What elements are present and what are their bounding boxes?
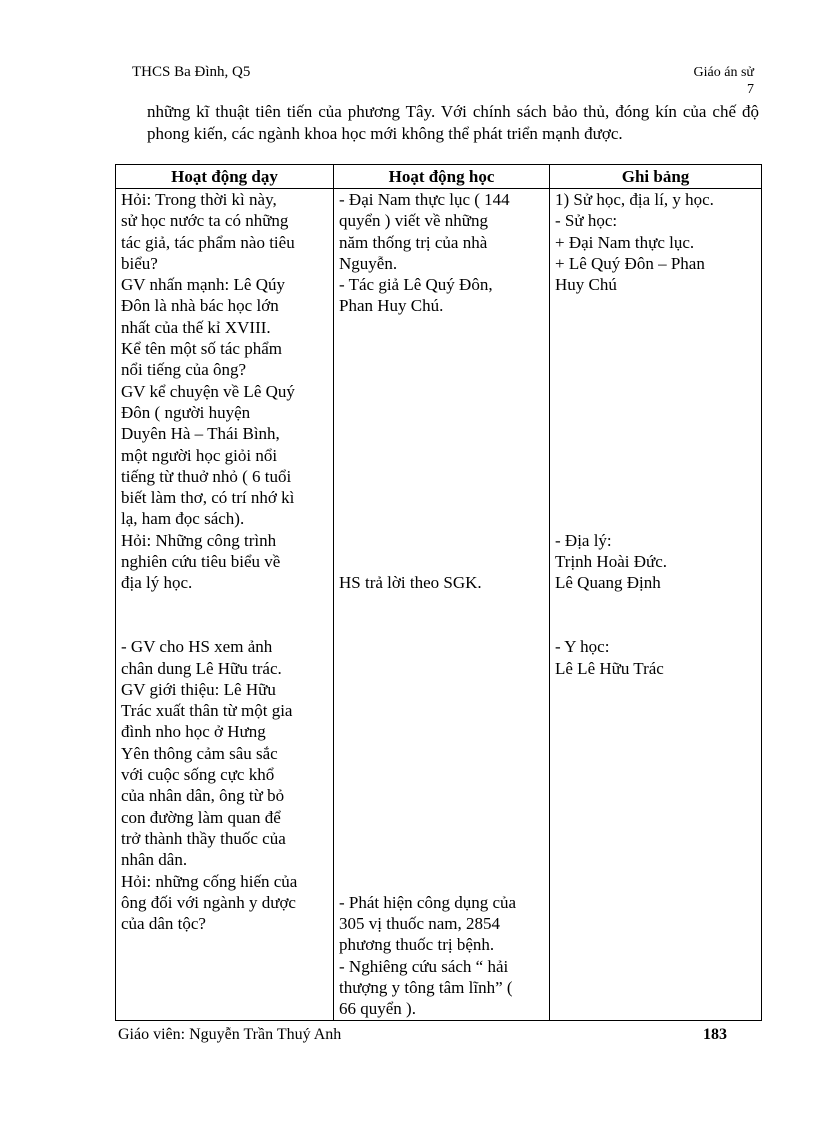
learn-answer-1: [339, 189, 544, 274]
text-line: nghiên cứu tiêu biểu về: [121, 552, 281, 572]
text-line: - Y học:: [555, 637, 610, 657]
teaching-cell: [116, 189, 334, 1021]
spacer: [339, 487, 544, 508]
teach-point-3: [121, 636, 328, 679]
text-line: Kể tên một số tác phẩm: [121, 339, 282, 359]
spacer: [339, 743, 544, 764]
text-line: tiếng từ thuở nhỏ ( 6 tuổi: [121, 466, 292, 486]
spacer: [339, 317, 544, 338]
text-line: biết làm thơ, có trí nhớ kì: [121, 488, 295, 508]
text-line: - Sử học:: [555, 211, 618, 231]
footer-teacher: Giáo viên: Nguyễn Trần Thuý Anh: [118, 1026, 342, 1043]
text-line: một người học giỏi nổi: [121, 445, 278, 465]
spacer: [121, 615, 328, 636]
spacer: [555, 402, 756, 423]
intro-paragraph: những kĩ thuật tiên tiến của phương Tây. Với chính sách bảo thủ, đóng kín của chế độ phong kiến, các ngành khoa học mới không thể phát triển mạnh được.: [147, 102, 759, 143]
spacer: [555, 615, 756, 636]
spacer: [555, 466, 756, 487]
spacer: [555, 338, 756, 359]
spacer: [555, 445, 756, 466]
text-line: lạ, ham đọc sách).: [121, 509, 245, 529]
board-geography: [555, 530, 756, 594]
spacer: [339, 785, 544, 806]
text-line: Hỏi: Những công trình: [121, 530, 277, 550]
text-line: - GV cho HS xem ảnh: [121, 637, 273, 657]
header-subject: [694, 64, 754, 98]
spacer: [555, 317, 756, 338]
spacer: [339, 615, 544, 636]
spacer: [339, 594, 544, 615]
text-line: phương thuốc trị bệnh.: [339, 935, 495, 955]
text-line: HS trả lời theo SGK.: [339, 573, 482, 593]
text-line: Duyên Hà – Thái Bình,: [121, 424, 280, 444]
text-line: trở thành thầy thuốc của: [121, 828, 286, 848]
spacer: [339, 700, 544, 721]
text-line: năm thống trị của nhà: [339, 232, 488, 252]
table-row: [116, 189, 762, 1021]
text-line: chân dung Lê Hữu trác.: [121, 658, 282, 678]
text-line: Trác xuất thân từ một gia: [121, 701, 293, 721]
text-line: tác giả, tác phẩm nào tiêu: [121, 232, 295, 252]
spacer: [339, 828, 544, 849]
teach-question-2: [121, 338, 328, 381]
header-board: Ghi bảng: [550, 165, 762, 189]
text-line: với cuộc sống cực khổ: [121, 765, 275, 785]
text-line: ông đối với ngành y dược: [121, 892, 296, 912]
text-line: - Phát hiện công dụng của: [339, 892, 517, 912]
header-teaching: Hoạt động dạy: [116, 165, 334, 189]
text-line: - Nghiêng cứu sách “ hải: [339, 956, 509, 976]
teach-question-4: [121, 871, 328, 935]
text-line: biểu?: [121, 253, 158, 273]
spacer: [555, 359, 756, 380]
text-line: GV giới thiệu: Lê Hữu: [121, 679, 276, 699]
spacer: [121, 594, 328, 615]
text-line: Lê Lê Hữu Trác: [555, 658, 664, 678]
text-line: nổi tiếng của ông?: [121, 360, 247, 380]
learn-answer-5: [339, 956, 544, 1020]
text-line: đình nho học ở Hưng: [121, 722, 266, 742]
text-line: của nhân dân, ông từ bỏ: [121, 786, 285, 806]
text-line: 305 vị thuốc nam, 2854: [339, 914, 501, 934]
spacer: [339, 807, 544, 828]
spacer: [339, 679, 544, 700]
teach-point-4: [121, 679, 328, 871]
text-line: 66 quyển ).: [339, 999, 416, 1019]
text-line: con đường làm quan để: [121, 807, 281, 827]
learn-answer-2: [339, 274, 544, 317]
spacer: [339, 381, 544, 402]
spacer: [339, 551, 544, 572]
teach-question-1: [121, 189, 328, 274]
text-line: 1) Sử học, địa lí, y học.: [555, 190, 714, 209]
spacer: [339, 658, 544, 679]
learn-answer-4: [339, 892, 544, 956]
spacer: [339, 508, 544, 529]
text-line: Đôn ( người huyện: [121, 402, 251, 422]
spacer: [339, 530, 544, 551]
page-number: 183: [703, 1026, 727, 1043]
text-line: Đôn là nhà bác học lớn: [121, 296, 279, 316]
learn-answer-3: [339, 572, 544, 593]
board-medicine: [555, 636, 756, 679]
spacer: [555, 381, 756, 402]
text-line: Hỏi: Trong thời kì này,: [121, 190, 277, 209]
spacer: [339, 871, 544, 892]
text-line: GV nhấn mạnh: Lê Qúy: [121, 275, 285, 295]
text-line: nhất của thế kỉ XVIII.: [121, 317, 271, 337]
spacer: [555, 508, 756, 529]
spacer: [555, 487, 756, 508]
table-header-row: [116, 165, 762, 189]
text-line: - Địa lý:: [555, 530, 612, 550]
header-school: THCS Ba Đình, Q5: [132, 64, 251, 80]
text-line: + Lê Quý Đôn – Phan: [555, 253, 705, 273]
teach-question-3: [121, 530, 328, 594]
text-line: sử học nước ta có những: [121, 211, 289, 231]
teach-point-2: [121, 381, 328, 530]
text-line: thượng y tông tâm lĩnh” (: [339, 977, 513, 997]
text-line: Lê Quang Định: [555, 573, 661, 593]
spacer: [555, 295, 756, 316]
teach-point-1: [121, 274, 328, 338]
spacer: [339, 338, 544, 359]
text-line: Phan Huy Chú.: [339, 296, 444, 316]
spacer: [339, 466, 544, 487]
text-line: - Tác giả Lê Quý Đôn,: [339, 275, 493, 295]
text-line: Nguyễn.: [339, 253, 398, 273]
spacer: [339, 764, 544, 785]
text-line: địa lý học.: [121, 573, 193, 593]
spacer: [339, 636, 544, 657]
spacer: [339, 423, 544, 444]
header-subject-label: Giáo án sử: [693, 65, 754, 80]
spacer: [555, 594, 756, 615]
text-line: Hỏi: những cống hiến của: [121, 871, 298, 891]
learning-cell: [334, 189, 550, 1021]
text-line: quyển ) viết về những: [339, 211, 488, 231]
text-line: nhân dân.: [121, 850, 188, 870]
header-learning: Hoạt động học: [334, 165, 550, 189]
spacer: [339, 402, 544, 423]
text-line: + Đại Nam thực lục.: [555, 232, 695, 252]
text-line: Huy Chú: [555, 275, 617, 295]
spacer: [339, 445, 544, 466]
text-line: của dân tộc?: [121, 914, 206, 934]
text-line: GV kể chuyện về Lê Quý: [121, 381, 295, 401]
text-line: Trịnh Hoài Đức.: [555, 552, 668, 572]
text-line: Yên thông cảm sâu sắc: [121, 743, 278, 763]
text-line: - Đại Nam thực lục ( 144: [339, 190, 510, 209]
spacer: [555, 423, 756, 444]
header-grade: 7: [747, 82, 754, 97]
lesson-table: [115, 164, 762, 1021]
board-history: [555, 189, 756, 295]
spacer: [339, 359, 544, 380]
spacer: [339, 721, 544, 742]
spacer: [339, 849, 544, 870]
board-cell: [550, 189, 762, 1021]
